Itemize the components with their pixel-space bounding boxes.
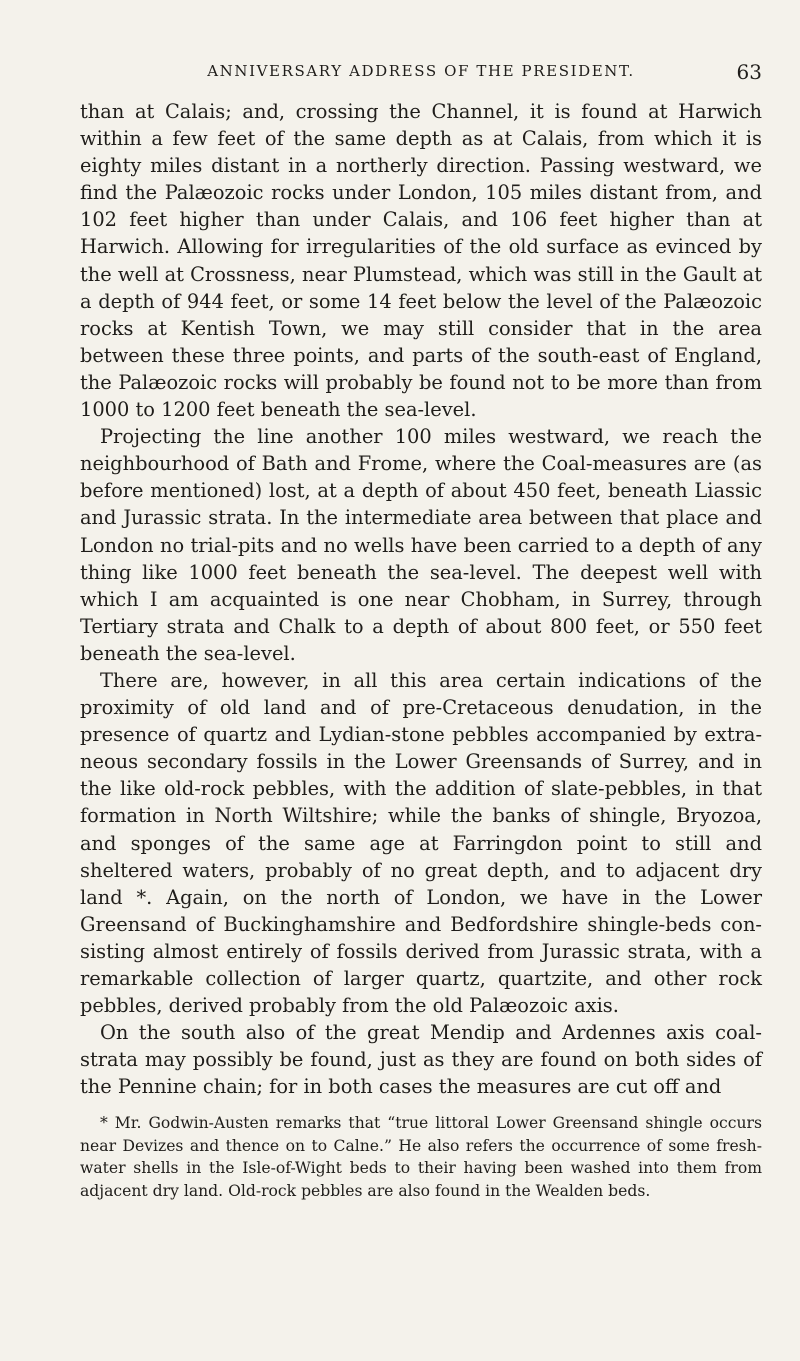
footnote: * Mr. Godwin-Austen remarks that “true littoral Lower Greensand shingle occurs near Devizes and thence on to Calne.” He also refers the occurrence of some fresh-water shells in the Isle-of-Wight beds to their having been washed into them from adjacent dry land. Old-rock pebbles are also found in the Wealden beds. bbox=[80, 1114, 762, 1200]
page-number: 63 bbox=[736, 60, 762, 84]
paragraph: There are, however, in all this area certain indications of the proximity of old land and of pre-Cretaceous denudation, in the presence of quartz and Lydian-stone pebbles accompanied by extra-neous secondary fossils in the Lower Greensands of Surrey, and in the like old-rock pebbles, with the addition of slate-pebbles, in that formation in North Wiltshire; while the banks of shingle, Bryozoa, and sponges of the same age at Farringdon point to still and sheltered waters, probably of no great depth, and to adjacent dry land *. Again, on the north of London, we have in the Lower Greensand of Buckinghamshire and Bedfordshire shingle-beds con-sisting almost entirely of fossils derived from Jurassic strata, with a remarkable collection of larger quartz, quartzite, and other rock pebbles, derived probably from the old Palæozoic axis. bbox=[80, 668, 762, 1018]
running-title: ANNIVERSARY ADDRESS OF THE PRESIDENT. bbox=[207, 62, 635, 80]
body-text bbox=[80, 98, 762, 1100]
paragraph: On the south also of the great Mendip and Ardennes axis coal-strata may possibly be found, just as they are found on both sides of the Pennine chain; for in both cases the measures are cut off and bbox=[80, 1021, 762, 1099]
paragraph: Projecting the line another 100 miles westward, we reach the neighbourhood of Bath and Frome, where the Coal-measures are (as before mentioned) lost, at a depth of about 450 feet, beneath Liassic and Jurassic strata. In the intermediate area between that place and London no trial-pits and no wells have been carried to a depth of any thing like 1000 feet beneath the sea-level. The deepest well with which I am acquainted is one near Chobham, in Surrey, through Tertiary strata and Chalk to a depth of about 800 feet, or 550 feet beneath the sea-level. bbox=[80, 425, 762, 665]
paragraph-continued: than at Calais; and, crossing the Channel, it is found at Harwich within a few feet of the same depth as at Calais, from which it is eighty miles distant in a northerly direction. Passing westward, we find the Palæozoic rocks under London, 105 miles distant from, and 102 feet higher than under Calais, and 106 feet higher than at Harwich. Allowing for irregularities of the old surface as evinced by the well at Crossness, near Plumstead, which was still in the Gault at a depth of 944 feet, or some 14 feet below the level of the Palæozoic rocks at Kentish Town, we may still consider that in the area between these three points, and parts of the south-east of England, the Palæozoic rocks will probably be found not to be more than from 1000 to 1200 feet beneath the sea-level. bbox=[80, 100, 762, 422]
running-head bbox=[80, 60, 762, 84]
